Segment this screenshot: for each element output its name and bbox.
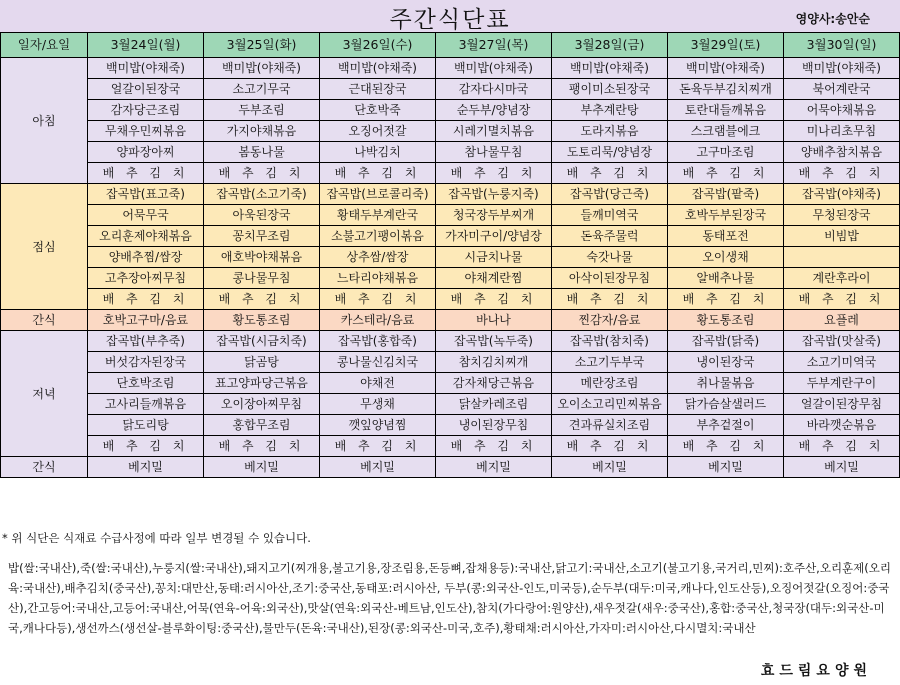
menu-cell: 가자미구이/양념장	[436, 226, 552, 247]
menu-cell: 바라깻순볶음	[784, 415, 900, 436]
menu-cell: 느타리야채볶음	[320, 268, 436, 289]
menu-cell: 팽이미소된장국	[552, 79, 668, 100]
menu-cell: 메란장조림	[552, 373, 668, 394]
page-title: 주간식단표	[389, 7, 511, 33]
facility-name: 효드림요양원	[760, 663, 872, 679]
menu-cell: 고구마조림	[668, 142, 784, 163]
menu-cell: 고추장아찌무침	[88, 268, 204, 289]
menu-cell: 호박두부된장국	[668, 205, 784, 226]
table-row	[1, 142, 900, 163]
meal-label: 점심	[1, 184, 88, 310]
table-row	[1, 436, 900, 457]
menu-cell: 두부조림	[204, 100, 320, 121]
column-header: 3월24일(월)	[88, 33, 204, 58]
table-row	[1, 226, 900, 247]
menu-cell: 표고양파당근볶음	[204, 373, 320, 394]
table-row	[1, 289, 900, 310]
table-row	[1, 373, 900, 394]
menu-cell: 북어계란국	[784, 79, 900, 100]
menu-cell: 나박김치	[320, 142, 436, 163]
menu-body	[1, 58, 900, 478]
table-row	[1, 100, 900, 121]
menu-cell: 잡곡밥(홍합죽)	[320, 331, 436, 352]
menu-cell: 아삭이된장무침	[552, 268, 668, 289]
menu-cell: 취나물볶음	[668, 373, 784, 394]
menu-cell: 배 추 김 치	[320, 163, 436, 184]
menu-cell: 얼갈이된장무침	[784, 394, 900, 415]
menu-cell: 도라지볶음	[552, 121, 668, 142]
menu-cell: 소불고기팽이볶음	[320, 226, 436, 247]
table-row	[1, 268, 900, 289]
menu-cell: 카스테라/음료	[320, 310, 436, 331]
menu-cell: 잡곡밥(표고죽)	[88, 184, 204, 205]
menu-cell: 배 추 김 치	[668, 289, 784, 310]
menu-cell: 계란후라이	[784, 268, 900, 289]
notes-block	[2, 528, 896, 638]
menu-cell: 잡곡밥(팥죽)	[668, 184, 784, 205]
table-row	[1, 163, 900, 184]
menu-cell: 잡곡밥(소고기죽)	[204, 184, 320, 205]
menu-cell: 배 추 김 치	[784, 436, 900, 457]
menu-cell: 도토리묵/양념장	[552, 142, 668, 163]
meal-label: 간식	[1, 310, 88, 331]
menu-cell: 백미밥(야채죽)	[552, 58, 668, 79]
menu-cell: 근대된장국	[320, 79, 436, 100]
menu-cell: 참나물무침	[436, 142, 552, 163]
column-header: 3월28일(금)	[552, 33, 668, 58]
dietitian-name: 영양사:송안순	[795, 12, 870, 26]
menu-cell: 동태포전	[668, 226, 784, 247]
menu-cell: 시금치나물	[436, 247, 552, 268]
menu-cell: 배 추 김 치	[784, 289, 900, 310]
menu-cell: 무청된장국	[784, 205, 900, 226]
menu-cell: 감자당근조림	[88, 100, 204, 121]
menu-cell: 가지야채볶음	[204, 121, 320, 142]
menu-cell: 배 추 김 치	[436, 163, 552, 184]
menu-cell: 배 추 김 치	[436, 436, 552, 457]
menu-cell: 오징어젓갈	[320, 121, 436, 142]
menu-cell: 베지밀	[320, 457, 436, 478]
menu-cell: 콩나물신김치국	[320, 352, 436, 373]
table-row	[1, 331, 900, 352]
menu-cell: 베지밀	[204, 457, 320, 478]
menu-cell: 배 추 김 치	[552, 163, 668, 184]
menu-cell: 닭도리탕	[88, 415, 204, 436]
menu-cell: 백미밥(야채죽)	[436, 58, 552, 79]
table-row	[1, 457, 900, 478]
table-row	[1, 310, 900, 331]
menu-cell: 베지밀	[552, 457, 668, 478]
menu-cell: 배 추 김 치	[88, 289, 204, 310]
menu-cell: 배 추 김 치	[204, 163, 320, 184]
menu-cell: 무생채	[320, 394, 436, 415]
menu-cell: 찐감자/음료	[552, 310, 668, 331]
menu-cell: 순두부/양념장	[436, 100, 552, 121]
menu-cell: 호박고구마/음료	[88, 310, 204, 331]
menu-cell: 잡곡밥(시금치죽)	[204, 331, 320, 352]
weekly-menu-table	[0, 32, 900, 478]
menu-cell: 양파장아찌	[88, 142, 204, 163]
menu-cell: 냉이된장무침	[436, 415, 552, 436]
menu-cell: 홍합무조림	[204, 415, 320, 436]
menu-cell: 부추겉절이	[668, 415, 784, 436]
menu-cell: 베지밀	[784, 457, 900, 478]
menu-cell: 오이장아찌무침	[204, 394, 320, 415]
menu-cell: 닭가슴살샐러드	[668, 394, 784, 415]
menu-cell: 토란대들깨볶음	[668, 100, 784, 121]
menu-cell: 단호박죽	[320, 100, 436, 121]
meal-label: 아침	[1, 58, 88, 184]
menu-cell: 비빔밥	[784, 226, 900, 247]
menu-cell: 요플레	[784, 310, 900, 331]
menu-cell: 닭곰탕	[204, 352, 320, 373]
menu-cell: 닭살카레조림	[436, 394, 552, 415]
menu-cell: 황도통조림	[204, 310, 320, 331]
menu-cell: 숙갓나물	[552, 247, 668, 268]
meal-label: 저녁	[1, 331, 88, 457]
menu-cell: 오이생채	[668, 247, 784, 268]
menu-cell: 황도통조림	[668, 310, 784, 331]
menu-cell: 감자다시마국	[436, 79, 552, 100]
menu-cell: 잡곡밥(녹두죽)	[436, 331, 552, 352]
menu-cell: 알배추나물	[668, 268, 784, 289]
column-header: 3월29일(토)	[668, 33, 784, 58]
menu-cell: 어묵야채볶음	[784, 100, 900, 121]
menu-cell: 오리훈제야채볶음	[88, 226, 204, 247]
menu-cell: 잡곡밥(누룽지죽)	[436, 184, 552, 205]
menu-cell: 베지밀	[436, 457, 552, 478]
menu-cell: 부추계란탕	[552, 100, 668, 121]
column-header: 3월30일(일)	[784, 33, 900, 58]
menu-cell: 단호박조림	[88, 373, 204, 394]
menu-cell: 상추쌈/쌈장	[320, 247, 436, 268]
table-row	[1, 58, 900, 79]
menu-cell: 야채전	[320, 373, 436, 394]
menu-cell: 베지밀	[88, 457, 204, 478]
table-row	[1, 79, 900, 100]
header-bar	[0, 0, 900, 32]
menu-cell: 야채계란찜	[436, 268, 552, 289]
menu-cell: 냉이된장국	[668, 352, 784, 373]
table-row	[1, 205, 900, 226]
menu-cell: 버섯감자된장국	[88, 352, 204, 373]
menu-cell: 시레기멸치볶음	[436, 121, 552, 142]
menu-cell: 백미밥(야채죽)	[784, 58, 900, 79]
menu-cell: 고사리들깨볶음	[88, 394, 204, 415]
menu-cell: 참치김치찌개	[436, 352, 552, 373]
menu-cell: 잡곡밥(닭죽)	[668, 331, 784, 352]
table-row	[1, 184, 900, 205]
menu-cell	[784, 247, 900, 268]
menu-cell: 배 추 김 치	[320, 436, 436, 457]
column-header: 일자/요일	[1, 33, 88, 58]
column-header: 3월26일(수)	[320, 33, 436, 58]
menu-cell: 청국장두부찌개	[436, 205, 552, 226]
menu-cell: 감자채당근볶음	[436, 373, 552, 394]
menu-cell: 배 추 김 치	[88, 436, 204, 457]
menu-cell: 아욱된장국	[204, 205, 320, 226]
header-row	[1, 33, 900, 58]
menu-cell: 돈육주물럭	[552, 226, 668, 247]
menu-cell: 잡곡밥(참치죽)	[552, 331, 668, 352]
menu-cell: 돈육두부김치찌개	[668, 79, 784, 100]
menu-cell: 베지밀	[668, 457, 784, 478]
menu-cell: 소고기두부국	[552, 352, 668, 373]
menu-cell: 잡곡밥(부추죽)	[88, 331, 204, 352]
menu-cell: 무채우민찌볶음	[88, 121, 204, 142]
menu-cell: 배 추 김 치	[204, 289, 320, 310]
menu-cell: 황태두부계란국	[320, 205, 436, 226]
table-row	[1, 247, 900, 268]
menu-cell: 백미밥(야채죽)	[204, 58, 320, 79]
table-row	[1, 352, 900, 373]
menu-cell: 배 추 김 치	[436, 289, 552, 310]
meal-label: 간식	[1, 457, 88, 478]
menu-cell: 백미밥(야채죽)	[320, 58, 436, 79]
menu-cell: 배 추 김 치	[668, 163, 784, 184]
disclaimer-note: * 위 식단은 식재료 수급사정에 따라 일부 변경될 수 있습니다.	[2, 531, 311, 545]
table-row	[1, 394, 900, 415]
menu-cell: 배 추 김 치	[88, 163, 204, 184]
menu-cell: 배 추 김 치	[320, 289, 436, 310]
table-row	[1, 121, 900, 142]
menu-cell: 잡곡밥(야채죽)	[784, 184, 900, 205]
menu-cell: 소고기무국	[204, 79, 320, 100]
menu-cell: 배 추 김 치	[668, 436, 784, 457]
menu-cell: 얼갈이된장국	[88, 79, 204, 100]
menu-cell: 미나리초무침	[784, 121, 900, 142]
origin-info: 밥(쌀:국내산),죽(쌀:국내산),누룽지(쌀:국내산),돼지고기(찌개용,불고기용,장조림용,돈등뼈,잡채용등):국내산,닭고기:국내산,소고기(불고기용,국거리,민찌):호주산,오리훈제(오리육:국내산),배추김치(중국산),꽁치:대만산,동태:러시아산,조기:중국산,동태포:러시아산, 두부(콩:외국산-인도,미국등),순두부(대두:미국,캐나다,인도산등),오징어젓갈(오징어:중국산),간고등어:국내산,고등어:국내산,어묵(연육-어육:외국산),맛살(연육:외국산-베트남,인도산),참치(가다랑어:원양산),새우젓갈(새우:중국산),홍합:중국산,청국장(대두:외국산-미국,캐나다등),생선까스(생선살-블루화이팅:중국산),물만두(돈육:국내산),된장(콩:외국산-미국,호주),황태채:러시아산,가자미:러시아산,다시멸치:국내산	[8, 561, 891, 635]
menu-cell: 소고기미역국	[784, 352, 900, 373]
menu-cell: 백미밥(야채죽)	[668, 58, 784, 79]
menu-cell: 백미밥(야채죽)	[88, 58, 204, 79]
menu-cell: 바나나	[436, 310, 552, 331]
table-row	[1, 415, 900, 436]
column-header: 3월25일(화)	[204, 33, 320, 58]
menu-cell: 꽁치무조림	[204, 226, 320, 247]
menu-cell: 애호박야채볶음	[204, 247, 320, 268]
menu-cell: 배 추 김 치	[552, 436, 668, 457]
menu-cell: 배 추 김 치	[784, 163, 900, 184]
menu-cell: 배 추 김 치	[552, 289, 668, 310]
menu-cell: 오이소고리민찌볶음	[552, 394, 668, 415]
column-header: 3월27일(목)	[436, 33, 552, 58]
menu-cell: 어묵무국	[88, 205, 204, 226]
menu-cell: 잡곡밥(맛살죽)	[784, 331, 900, 352]
menu-cell: 봄동나물	[204, 142, 320, 163]
menu-cell: 콩나물무침	[204, 268, 320, 289]
menu-cell: 양배추참치볶음	[784, 142, 900, 163]
menu-cell: 배 추 김 치	[204, 436, 320, 457]
menu-cell: 스크램블에크	[668, 121, 784, 142]
menu-cell: 잡곡밥(당근죽)	[552, 184, 668, 205]
menu-cell: 잡곡밥(브로콜리죽)	[320, 184, 436, 205]
menu-cell: 양배추찜/쌈장	[88, 247, 204, 268]
menu-cell: 깻잎양념찜	[320, 415, 436, 436]
menu-cell: 두부계란구이	[784, 373, 900, 394]
menu-cell: 견과류실치조림	[552, 415, 668, 436]
menu-cell: 들깨미역국	[552, 205, 668, 226]
